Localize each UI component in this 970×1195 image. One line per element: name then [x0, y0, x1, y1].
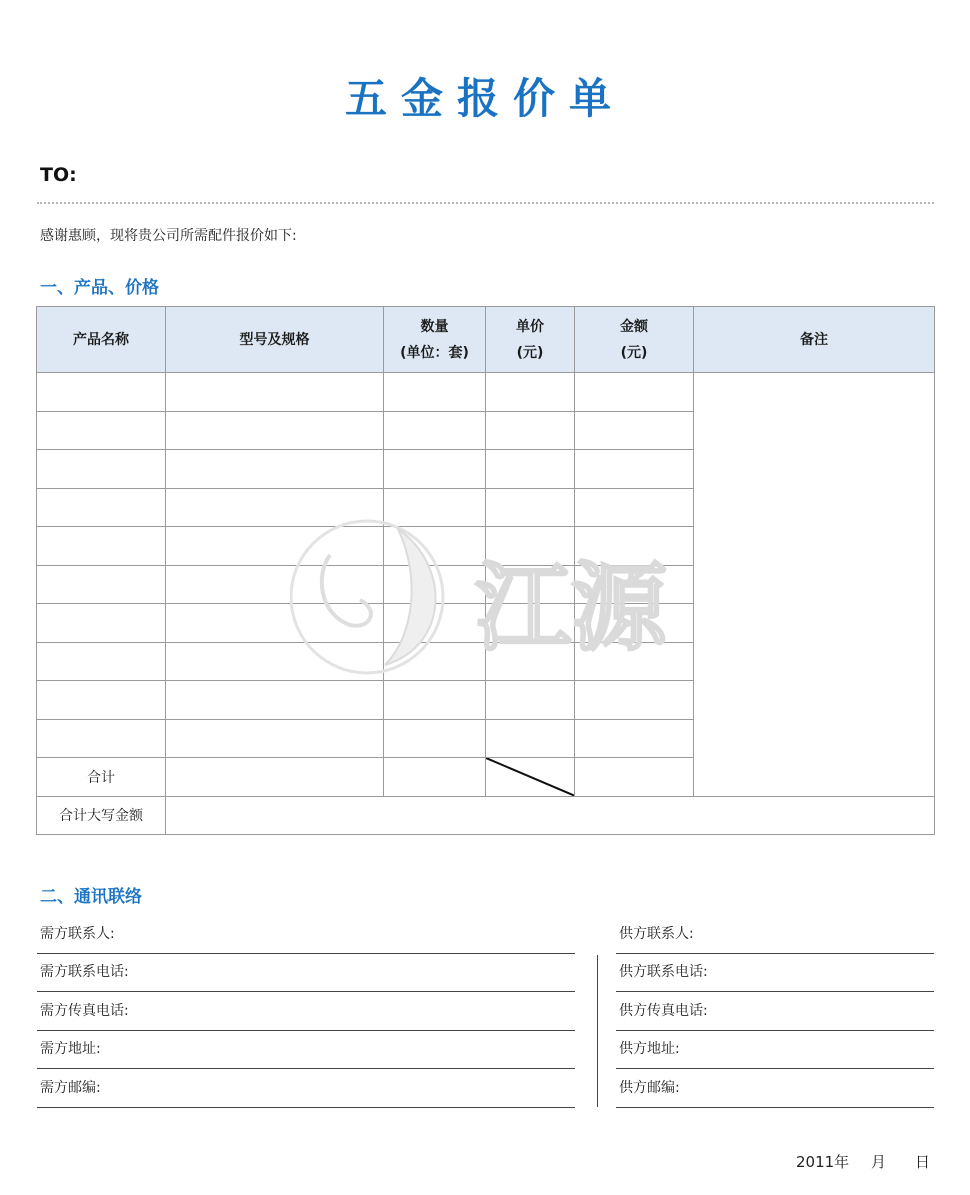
- total-words-row: [37, 796, 935, 835]
- header-model-spec: 型号及规格: [166, 307, 384, 373]
- total-words-label: 合计大写金额: [37, 796, 166, 835]
- cell-model-spec[interactable]: [166, 565, 384, 604]
- buyer-phone-field[interactable]: 需方联系电话:: [37, 954, 575, 992]
- cell-model-spec[interactable]: [166, 450, 384, 489]
- cell-quantity[interactable]: [384, 719, 486, 758]
- subtotal-quantity[interactable]: [384, 758, 486, 797]
- cell-product-name[interactable]: [37, 373, 166, 412]
- to-label: TO:: [40, 164, 77, 186]
- buyer-address-field[interactable]: 需方地址:: [37, 1031, 575, 1069]
- section-products-title: 一、产品、价格: [40, 278, 159, 298]
- cell-amount[interactable]: [575, 373, 694, 412]
- cell-quantity[interactable]: [384, 604, 486, 643]
- cell-model-spec[interactable]: [166, 719, 384, 758]
- cell-model-spec[interactable]: [166, 373, 384, 412]
- cell-model-spec[interactable]: [166, 604, 384, 643]
- cell-unit-price[interactable]: [486, 565, 575, 604]
- cell-unit-price[interactable]: [486, 373, 575, 412]
- cell-amount[interactable]: [575, 411, 694, 450]
- cell-amount[interactable]: [575, 488, 694, 527]
- subtotal-model-cell[interactable]: [166, 758, 384, 797]
- cell-model-spec[interactable]: [166, 411, 384, 450]
- cell-unit-price[interactable]: [486, 642, 575, 681]
- header-product-name: 产品名称: [37, 307, 166, 373]
- cell-amount[interactable]: [575, 565, 694, 604]
- cell-quantity[interactable]: [384, 681, 486, 720]
- supplier-postcode-field[interactable]: 供方邮编:: [616, 1070, 934, 1108]
- supplier-phone-field[interactable]: 供方联系电话:: [616, 954, 934, 992]
- cell-product-name[interactable]: [37, 411, 166, 450]
- table-header-row: [37, 307, 935, 373]
- buyer-postcode-field[interactable]: 需方邮编:: [37, 1070, 575, 1108]
- watermark-text: 江源: [475, 552, 667, 664]
- cell-quantity[interactable]: [384, 527, 486, 566]
- cell-model-spec[interactable]: [166, 642, 384, 681]
- cell-amount[interactable]: [575, 681, 694, 720]
- cell-product-name[interactable]: [37, 565, 166, 604]
- cell-product-name[interactable]: [37, 719, 166, 758]
- header-quantity: 数量 (单位：套): [384, 307, 486, 373]
- cell-quantity[interactable]: [384, 373, 486, 412]
- cell-product-name[interactable]: [37, 450, 166, 489]
- cell-unit-price[interactable]: [486, 411, 575, 450]
- cell-model-spec[interactable]: [166, 527, 384, 566]
- cell-unit-price[interactable]: [486, 681, 575, 720]
- date-month: 月: [871, 1153, 887, 1171]
- header-remark: 备注: [694, 307, 935, 373]
- total-words-value[interactable]: [166, 796, 935, 835]
- cell-quantity[interactable]: [384, 565, 486, 604]
- subtotal-amount[interactable]: [575, 758, 694, 797]
- date-day: 日: [915, 1153, 931, 1171]
- quote-table: [36, 306, 935, 835]
- date-year: 2011年: [796, 1153, 850, 1171]
- header-unit-price: 单价 (元): [486, 307, 575, 373]
- cell-unit-price[interactable]: [486, 604, 575, 643]
- document-title: 五金报价单: [344, 74, 625, 123]
- subtotal-label: 合计: [37, 758, 166, 797]
- header-amount: 金额 (元): [575, 307, 694, 373]
- column-divider: [597, 955, 598, 1107]
- supplier-contact-field[interactable]: 供方联系人:: [616, 916, 934, 954]
- cell-quantity[interactable]: [384, 450, 486, 489]
- cell-product-name[interactable]: [37, 681, 166, 720]
- cell-product-name[interactable]: [37, 488, 166, 527]
- intro-text: 感谢惠顾，现将贵公司所需配件报价如下:: [40, 228, 297, 244]
- supplier-address-field[interactable]: 供方地址:: [616, 1031, 934, 1069]
- cell-unit-price[interactable]: [486, 488, 575, 527]
- cell-quantity[interactable]: [384, 488, 486, 527]
- cell-unit-price[interactable]: [486, 450, 575, 489]
- cell-model-spec[interactable]: [166, 681, 384, 720]
- cell-amount[interactable]: [575, 450, 694, 489]
- cell-remark[interactable]: [694, 373, 935, 797]
- cell-unit-price[interactable]: [486, 719, 575, 758]
- cell-amount[interactable]: [575, 719, 694, 758]
- section-contact-title: 二、通讯联络: [40, 887, 142, 907]
- cell-quantity[interactable]: [384, 642, 486, 681]
- supplier-fax-field[interactable]: 供方传真电话:: [616, 993, 934, 1031]
- subtotal-price-diagonal: [486, 758, 575, 797]
- buyer-fax-field[interactable]: 需方传真电话:: [37, 993, 575, 1031]
- dotted-divider: [37, 202, 934, 204]
- cell-product-name[interactable]: [37, 527, 166, 566]
- cell-product-name[interactable]: [37, 604, 166, 643]
- cell-product-name[interactable]: [37, 642, 166, 681]
- buyer-contact-field[interactable]: 需方联系人:: [37, 916, 575, 954]
- cell-amount[interactable]: [575, 642, 694, 681]
- cell-amount[interactable]: [575, 527, 694, 566]
- cell-unit-price[interactable]: [486, 527, 575, 566]
- cell-amount[interactable]: [575, 604, 694, 643]
- cell-model-spec[interactable]: [166, 488, 384, 527]
- diagonal-slash: [486, 758, 574, 796]
- cell-quantity[interactable]: [384, 411, 486, 450]
- table-row: [37, 373, 935, 412]
